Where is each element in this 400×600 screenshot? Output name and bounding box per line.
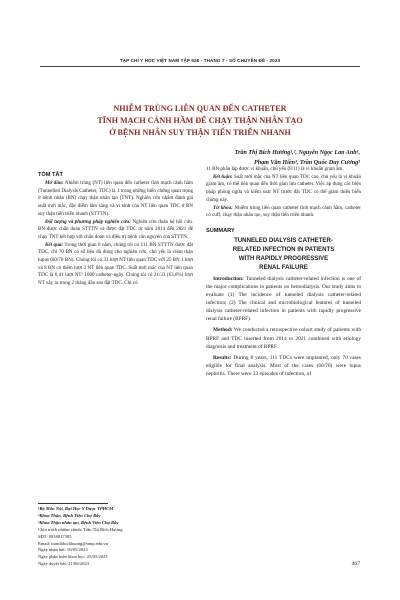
vi-intro-text: Nhiễm trùng (NT) liên quan đến catheter tĩnh mạch cảnh hầm (Tunnelled Dialysis Catheter, TDC) là 1 trong những biến chứng quan trọng ở bệnh nhân (BN) chạy thận nhân tạo (TNT). Nghiên cứu nhằm đánh giá suất mới mắc, đặc điểm lâm sàng và vi sinh của NT liên quan TDC ở BN suy thận tiến triển nhanh (STTTN).: [38, 180, 193, 217]
vi-conclusion-label: Kết luận:: [213, 173, 233, 180]
email: Email: tranthibichhuong@ump.edu.vn: [38, 540, 108, 546]
page-number: 467: [351, 561, 360, 567]
vi-intro-label: Mở đầu:: [45, 180, 64, 186]
vi-method-text: Nghiên cứu đoàn hệ hồi cứu. BN được chẩn đoán STTTN và được đặt TDC từ năm 2014 đến 2021 để chạy TNT kết hợp với chẩn đoán và điều trị bệnh căn nguyên của STTTN.: [38, 218, 193, 240]
vi-method-label: Đối tượng và phương pháp nghiên cứu:: [45, 218, 131, 225]
vi-method-paragraph: [38, 219, 193, 242]
footnotes: [38, 506, 193, 568]
vi-keywords-paragraph: [206, 205, 361, 220]
vi-result-label: Kết quả:: [45, 241, 64, 248]
en-title-line-1: TUNNELED DIALYSIS CATHETER-: [234, 236, 333, 244]
en-method-paragraph: [206, 326, 361, 350]
en-title: [206, 236, 361, 272]
date-reviewed: Ngày phản biện khoa học: 25/05/2023: [38, 554, 108, 560]
date-received: Ngày nhận bài: 10/05/2023: [38, 547, 88, 553]
date-accepted: Ngày duyệt bài: 21/06/2023: [38, 561, 89, 567]
vi-keywords-label: Từ khóa:: [213, 204, 233, 211]
vi-result-paragraph: [38, 242, 193, 288]
en-summary-heading: SUMMARY: [206, 227, 235, 234]
en-method-label: Method:: [213, 327, 233, 334]
affiliation-1: ¹Bộ Môn Nội, Đại Học Y Dược TPHCM: [38, 506, 114, 511]
en-result-paragraph: [206, 354, 361, 378]
title-line-2: TĨNH MẠCH CẢNH HẦM ĐỂ CHẠY THẬN NHÂN TẠO: [97, 116, 303, 125]
phone: SĐT: 0938817385: [38, 533, 72, 539]
en-title-line-2: RELATED INFECTION IN PATIENTS: [232, 245, 335, 253]
authors-line-2: Phạm Văn Hiền³, Trần Quốc Duy Cương³: [253, 159, 360, 166]
title-line-3: Ở BỆNH NHÂN SUY THẬN TIẾN TRIỂN NHANH: [109, 128, 291, 137]
header-rule: [40, 66, 360, 67]
en-result-label: Results:: [213, 354, 232, 361]
vi-summary-heading: TÓM TẮT: [38, 172, 63, 178]
vi-conclusion-paragraph: [206, 174, 361, 205]
vi-result-text: Trong thời gian 8 năm, chúng tôi có 111 BN STTTN được đặt TDC, chỉ 70 BN có số liệu đủ dùng cho nghiên cứu, chủ yếu là viêm thận lupus (60/70 BN). Chúng tôi có 33 lượt NT liên quan TDC với 25 BN 1 lượt và 8 BN có thêm lượt 2 NT liên quan TDC. Suất mới mắc của NT liên quan TDC là 6,41 lượt NT/ 1000 catheter-ngày. Chúng tôi có 21/33 (63,6%) lượt NT xảy ra trong 2 tháng đầu sau đặt TDC. Chỉ có: [38, 241, 193, 287]
authors-line-1: Trần Thị Bích Hương¹,², Nguyễn Ngọc Lan Anh¹,: [234, 150, 360, 156]
affiliation-3: ³Khoa Thận nhân tạo, Bệnh Viện Chợ Rẫy: [38, 519, 119, 525]
article-title: [36, 103, 364, 139]
en-title-line-3: WITH RAPIDLY PROGRESSIVE: [238, 254, 329, 262]
vi-keywords-text: Nhiễm trùng liên quan catheter tĩnh mạch cảnh hầm, catheter có cuff, chạy thận nhân tạo, suy thận tiến triển nhanh.: [206, 204, 361, 219]
vi-result-continued: 11 BN phân lập được vi khuẩn, chủ yếu (8/11) là vi khuẩn gram âm.: [206, 166, 344, 172]
vi-conclusion-text: Suất mới mắc của NT liên quan TDC cao, chủ yếu là vi khuẩn gram âm, có thể liên quan đến thời gian lưu catheter. Việc áp dụng các biện pháp phòng ngừa và kiểm soát NT trước đặt TDC có thể giảm thiểu biến chứng này.: [206, 173, 361, 203]
left-column: [38, 171, 193, 288]
right-column: [206, 166, 361, 378]
vi-intro-paragraph: [38, 180, 193, 219]
affiliation-2: ²Khoa Thận, Bệnh Viện Chợ Rẫy: [38, 512, 101, 518]
en-intro-label: Introduction:: [213, 275, 244, 282]
footnote-rule: [38, 503, 108, 504]
corresponding-author: Chịu trách nhiệm chính: Trần Thị Bích Hương: [38, 526, 123, 532]
en-method-text: We conducted a retrospective cohort study of patients with RPRF and TDC inserted from 2014 to 2021 combined with etiology diagnosis and treatment of RPRF.: [206, 327, 361, 350]
en-result-text: During 8 years, 111 TDCs were implanted, only 70 cases eligible for final analysis. Most of the cases (60/70) were lupus nephritis. There were 33 episodes of infection, of: [206, 354, 361, 377]
title-line-1: NHIỄM TRÙNG LIÊN QUAN ĐẾN CATHETER: [113, 104, 287, 113]
journal-header: TẠP CHÍ Y HỌC VIỆT NAM TẬP 528 - THÁNG 7 - SỐ CHUYÊN ĐỀ - 2023: [119, 58, 281, 63]
en-intro-text: Tunneled dialysis catheter-related infection is one of the major complications in patients on hemodialysis. Our study aims to evaluate (1) The incidence of tunneled dialysis catheter-related infection; (2) The clinical and microbiological features of tunneled dialysis catheter-related infection in patients with rapidly progressive renal failure (RPRF).: [206, 275, 361, 323]
en-title-line-4: RENAL FAILURE: [259, 263, 308, 271]
en-intro-paragraph: [206, 275, 361, 324]
